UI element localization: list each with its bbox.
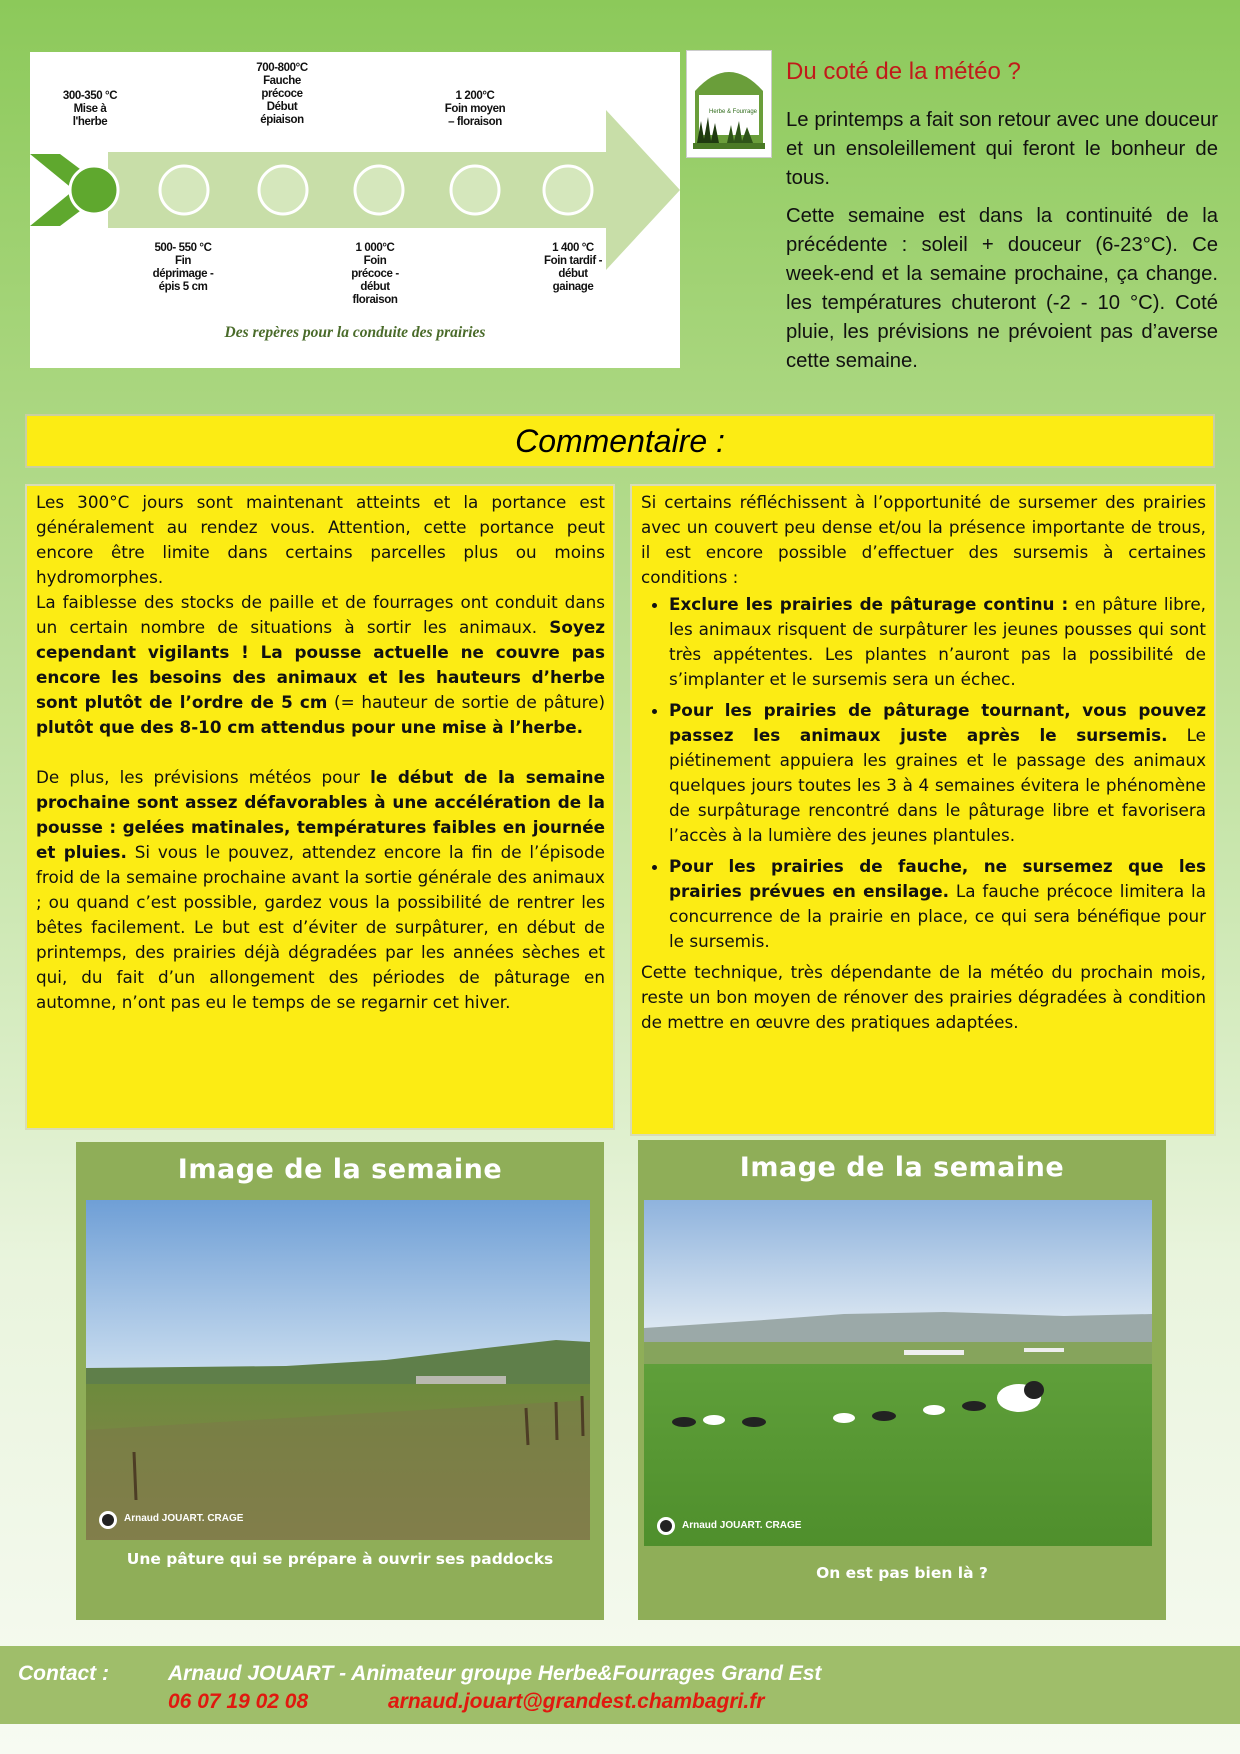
left-paragraph-2 xyxy=(36,590,605,740)
logo-text: Herbe & Fourrage xyxy=(709,109,758,115)
gdd-label-1400: 1 400 °C Foin tardif - début gainage xyxy=(543,242,603,293)
left-p2-bold-b: Soyez cependant vigilants ! La pousse actuelle ne couvre pas encore les besoins des animaux et les hauteurs d’herbe sont plutôt de l’ordre de 5 cm xyxy=(36,617,605,712)
conditions-list xyxy=(641,592,1206,954)
panel-caption: Une pâture qui se prépare à ouvrir ses paddocks xyxy=(126,1550,554,1568)
commentaire-left-box xyxy=(25,484,615,1130)
photo-credit: Arnaud JOUART. CRAGE xyxy=(682,1520,802,1531)
diagram-caption: Des repères pour la conduite des prairies xyxy=(224,324,486,341)
panel-caption: On est pas bien là ? xyxy=(816,1564,988,1582)
contact-label: Contact : xyxy=(18,1662,109,1685)
grass-logo-icon xyxy=(687,51,771,157)
bullet-3-bold: Pour les prairies de fauche, ne sursemez que les prairies prévues en ensilage. xyxy=(669,856,1206,901)
left-p2-text-a: La faiblesse des stocks de paille et de fourrages ont conduit dans un certain nombre de situations à sortir les animaux. xyxy=(36,592,605,637)
gdd-label-1200: 1 200°C Foin moyen – floraison xyxy=(444,90,506,128)
bullet-1-bold: Exclure les prairies de pâturage continu : xyxy=(669,594,1069,614)
left-p2-bold-d: plutôt que des 8-10 cm attendus pour une mise à l’herbe. xyxy=(36,717,583,737)
gdd-label-1000: 1 000°C Foin précoce - début floraison xyxy=(351,242,399,306)
commentaire-banner xyxy=(25,414,1215,468)
pasture-photo xyxy=(86,1200,590,1540)
grass-management-diagram xyxy=(30,52,680,368)
right-intro: Si certains réfléchissent à l’opportunité de sursemer des prairies avec un couvert peu dense et/ou la présence importante de trous, il est encore possible d’effectuer des sursemis à certaines conditions : xyxy=(641,492,1206,587)
gdd-label-700: 700-800°C Fauche précoce Début épiaison xyxy=(256,62,308,126)
meteo-title: Du coté de la météo ? xyxy=(786,58,1021,85)
bullet-3-text: La fauche précoce limitera la concurrence de la prairie en place, ce qui sera bénéfique pour le sursemis. xyxy=(669,881,1206,951)
image-panel-pasture xyxy=(76,1142,604,1620)
panel-title: Image de la semaine xyxy=(177,1154,503,1185)
left-p3-text-a: De plus, les prévisions météos pour xyxy=(36,767,371,787)
gdd-label-300: 300-350 °C Mise à l'herbe xyxy=(62,90,118,128)
left-p3-text-c: Si vous le pouvez, attendez encore la fin de l’épisode froid de la semaine prochaine avant la sortie générale des animaux ; ou quand c’est possible, gardez vous la possibilité de rentrer les bêtes facilement. Le but est d’éviter de surpâturer, en début de printemps, des prairies déjà dégradées par les années sèches et qui, du fait d’un allongement des périodes de pâturage en automne, n’ont pas eu le temps de se regarnir cet hiver. xyxy=(36,842,605,1012)
contact-phone: 06 07 19 02 08 xyxy=(168,1690,309,1713)
meteo-paragraph-2: Cette semaine est dans la continuité de la précédente : soleil + douceur (6-23°C). Ce week-end et la semaine prochaine, ça change. les températures chuteront (-2 - 10 °C). Coté pluie, les prévisions ne prévoient pas d’averse cette semaine. xyxy=(786,205,1218,372)
meteo-paragraph-1: Le printemps a fait son retour avec une douceur et un ensoleillement qui feront le bonheur de tous. xyxy=(786,109,1218,189)
bullet-2-bold: Pour les prairies de pâturage tournant, vous pouvez passez les animaux juste après le sursemis. xyxy=(669,700,1206,745)
cows-landscape-image xyxy=(644,1200,1152,1546)
photo-credit: Arnaud JOUART. CRAGE xyxy=(124,1513,244,1524)
list-item xyxy=(669,854,1206,954)
bullet-2-text: Le piétinement appuiera les graines et le passage des animaux quelques jours toutes les 3 à 4 semaines évitera le phénomène de surpâturage rencontré dans le pâturage libre et favorisera l’accès à la lumière des jeunes plantules. xyxy=(669,725,1206,845)
left-p3-bold-b: le début de la semaine prochaine sont assez défavorables à une accélération de la pousse : gelées matinales, températures faibles en journée et pluies. xyxy=(36,767,606,862)
contact-bar xyxy=(0,1646,1240,1724)
left-paragraph-3 xyxy=(36,765,605,1015)
contact-email[interactable]: arnaud.jouart@grandest.chambagri.fr xyxy=(388,1690,765,1713)
left-p2-text-c: (= hauteur de sortie de pâture) xyxy=(327,692,606,712)
cows-photo xyxy=(644,1200,1152,1546)
commentaire-title: Commentaire : xyxy=(515,423,725,459)
pasture-landscape-image xyxy=(86,1200,590,1540)
bullet-1-text: en pâture libre, les animaux risquent de surpâturer les jeunes pousses qui sont très appétentes. Les plantes n’auront pas la possibilité de s’implanter et le sursemis sera un échec. xyxy=(669,594,1206,689)
right-outro: Cette technique, très dépendante de la météo du prochain mois, reste un bon moyen de rénover des prairies dégradées à condition de mettre en œuvre des pratiques adaptées. xyxy=(641,962,1206,1032)
herbe-fourrage-logo xyxy=(686,50,772,158)
gdd-label-500: 500- 550 °C Fin déprimage - épis 5 cm xyxy=(152,242,214,293)
image-panel-cows xyxy=(638,1140,1166,1620)
list-item xyxy=(669,698,1206,848)
list-item xyxy=(669,592,1206,692)
left-paragraph-1: Les 300°C jours sont maintenant atteints et la portance est généralement au rendez vous. Attention, cette portance peut encore être limite dans certains parcelles plus ou moins hydromorphes. xyxy=(36,492,605,587)
commentaire-right-box xyxy=(630,484,1216,1136)
panel-title: Image de la semaine xyxy=(739,1152,1065,1183)
contact-name: Arnaud JOUART - Animateur groupe Herbe&Fourrages Grand Est xyxy=(168,1662,822,1685)
